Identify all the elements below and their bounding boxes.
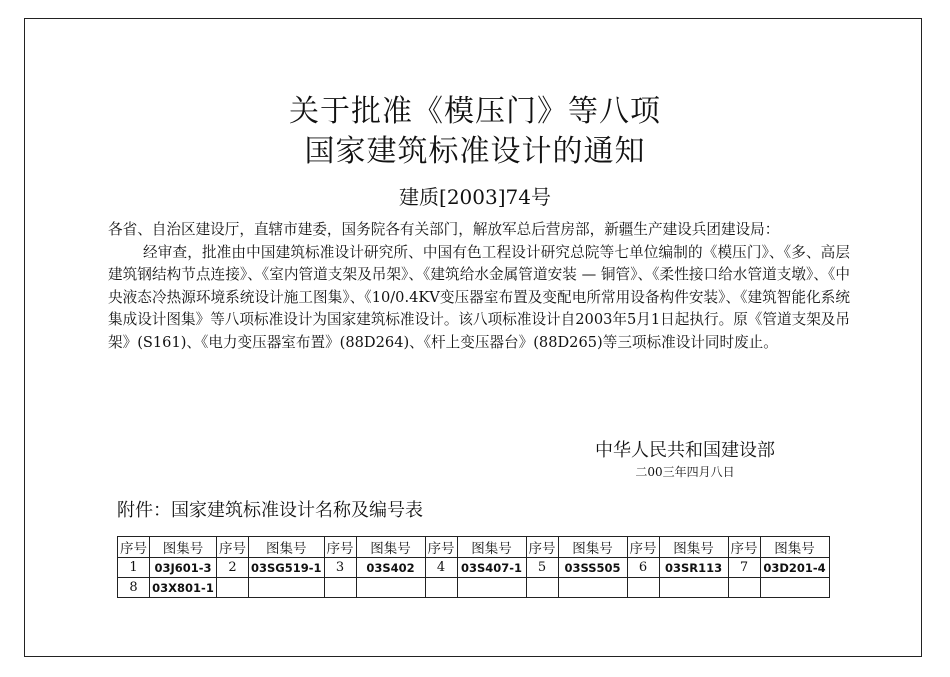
empty-cell: [526, 578, 558, 598]
header-code: 图集号: [558, 537, 627, 558]
signature-block: [560, 440, 810, 480]
header-seq: 序号: [728, 537, 760, 558]
empty-cell: [760, 578, 829, 598]
code-cell: 03D201-4: [760, 558, 829, 578]
empty-cell: [324, 578, 356, 598]
table-row: [118, 558, 830, 578]
header-seq: 序号: [324, 537, 356, 558]
header-seq: 序号: [627, 537, 659, 558]
seq-cell: 4: [425, 558, 457, 578]
seq-cell: 5: [526, 558, 558, 578]
header-seq: 序号: [118, 537, 150, 558]
code-cell: 03X801-1: [150, 578, 217, 598]
empty-cell: [728, 578, 760, 598]
empty-cell: [558, 578, 627, 598]
notice-title-line-1: 关于批准《模压门》等八项: [289, 94, 661, 129]
header-code: 图集号: [249, 537, 325, 558]
code-cell: 03SS505: [558, 558, 627, 578]
code-cell: 03J601-3: [150, 558, 217, 578]
seq-cell: 6: [627, 558, 659, 578]
standards-table: [117, 536, 830, 598]
header-code: 图集号: [150, 537, 217, 558]
empty-cell: [659, 578, 728, 598]
header-seq: 序号: [526, 537, 558, 558]
code-cell: 03S407-1: [457, 558, 526, 578]
document-number: 建质[2003]74号: [399, 185, 551, 209]
empty-cell: [457, 578, 526, 598]
code-cell: 03S402: [356, 558, 425, 578]
empty-cell: [627, 578, 659, 598]
notice-body: [108, 219, 850, 355]
addressee-paragraph: 各省、自治区建设厅，直辖市建委，国务院各有关部门，解放军总后营房部，新疆生产建设兵团建设局：: [108, 221, 780, 238]
annex-title: 附件：国家建筑标准设计名称及编号表: [117, 500, 423, 521]
seq-cell: 1: [118, 558, 150, 578]
code-cell: 03SR113: [659, 558, 728, 578]
issue-date: 二00三年四月八日: [635, 465, 735, 479]
main-paragraph: 经审查，批准由中国建筑标准设计研究所、中国有色工程设计研究总院等七单位编制的《模压门》、《多、高层建筑钢结构节点连接》、《室内管道支架及吊架》、《建筑给水金属管道安装 — 铜管》、《柔性接口给水管道支墩》、《中央液态冷热源环境系统设计施工图集》、《10/0.4KV变压器室布置及变配电所常用设备构件安装》、《建筑智能化系统集成设计图集》等八项标准设计为国家建筑标准设计。该八项标准设计自2003年5月1日起执行。原《管道支架及吊架》(S161)、《电力变压器室布置》(88D264)、《杆上变压器台》(88D265)等三项标准设计同时废止。: [108, 243, 850, 351]
notice-title-line-2: 国家建筑标准设计的通知: [304, 134, 646, 169]
table-header-row: [118, 537, 830, 558]
header-seq: 序号: [425, 537, 457, 558]
seq-cell: 7: [728, 558, 760, 578]
empty-cell: [249, 578, 325, 598]
seq-cell: 3: [324, 558, 356, 578]
header-code: 图集号: [356, 537, 425, 558]
code-cell: 03SG519-1: [249, 558, 325, 578]
header-seq: 序号: [217, 537, 249, 558]
header-code: 图集号: [659, 537, 728, 558]
header-code: 图集号: [760, 537, 829, 558]
header-code: 图集号: [457, 537, 526, 558]
table-row: [118, 578, 830, 598]
issuing-authority: 中华人民共和国建设部: [595, 440, 775, 461]
empty-cell: [356, 578, 425, 598]
seq-cell: 8: [118, 578, 150, 598]
empty-cell: [425, 578, 457, 598]
empty-cell: [217, 578, 249, 598]
seq-cell: 2: [217, 558, 249, 578]
